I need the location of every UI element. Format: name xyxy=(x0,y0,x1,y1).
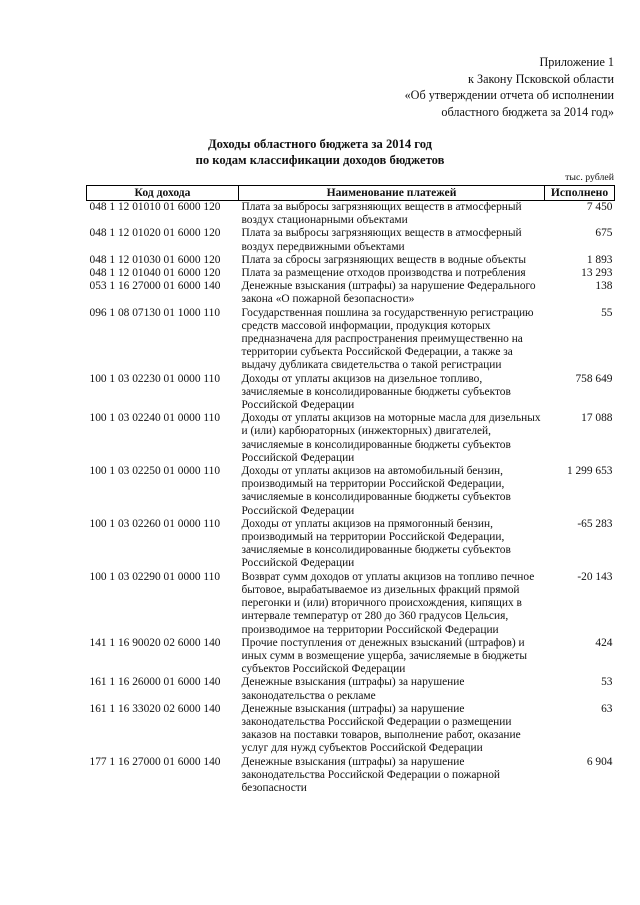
row-code: 100 1 03 02290 01 0000 110 xyxy=(89,570,221,583)
row-code: 048 1 12 01040 01 6000 120 xyxy=(89,267,221,280)
table-header xyxy=(87,186,615,201)
row-name: Плата за выбросы загрязняющих веществ в атмосферный воздух стационарными объектами xyxy=(241,201,522,227)
row-name: Возврат сумм доходов от уплаты акцизов на топливо печное бытовое, вырабатываемое из дизельных фракций прямой перегонки и (или) вторичного происхождения, кипящих в интервале температур от 280 до 360 градусов Цельсия, производимое на территории Российской Федерации xyxy=(241,570,535,636)
header-row xyxy=(87,186,615,201)
row-name: Денежные взыскания (штрафы) за нарушение законодательства Российской Федерации о пожарной безопасности xyxy=(241,755,500,794)
table-row xyxy=(87,373,615,413)
row-amount: 17 088 xyxy=(581,412,613,425)
units-label: тыс. рублей xyxy=(565,172,614,183)
header-amount: Исполнено xyxy=(545,186,615,201)
row-amount: 53 xyxy=(601,676,613,689)
appendix-line-3: «Об утверждении отчета об исполнении xyxy=(404,88,614,103)
row-name: Денежные взыскания (штрафы) за нарушение законодательства о рекламе xyxy=(241,676,465,702)
row-code: 161 1 16 26000 01 6000 140 xyxy=(89,676,221,689)
row-code: 100 1 03 02260 01 0000 110 xyxy=(89,517,221,530)
row-amount: 138 xyxy=(595,280,613,293)
row-amount: 13 293 xyxy=(581,267,613,280)
row-name: Доходы от уплаты акцизов на прямогонный бензин, производимый на территории Российской Федерации, зачисляемые в консолидированные бюджеты субъектов Российской Федерации xyxy=(241,517,511,570)
table-row xyxy=(87,254,615,267)
table-row xyxy=(87,280,615,306)
table-row xyxy=(87,227,615,253)
header-code: Код дохода xyxy=(87,186,239,201)
row-code: 096 1 08 07130 01 1000 110 xyxy=(89,306,221,319)
row-code: 053 1 16 27000 01 6000 140 xyxy=(89,280,221,293)
title-line-2: по кодам классификации доходов бюджетов xyxy=(195,153,445,167)
row-name: Денежные взыскания (штрафы) за нарушение Федерального закона «О пожарной безопасности» xyxy=(241,280,536,306)
table-row xyxy=(87,637,615,677)
table-row xyxy=(87,518,615,571)
row-name: Доходы от уплаты акцизов на моторные масла для дизельных и (или) карбюраторных (инжекторных) двигателей, зачисляемые в консолидированные бюджеты субъектов Российской Федерации xyxy=(241,412,541,464)
row-code: 048 1 12 01030 01 6000 120 xyxy=(89,253,221,266)
row-amount: 758 649 xyxy=(575,372,613,385)
appendix-line-4: областного бюджета за 2014 год» xyxy=(441,104,614,119)
table-body xyxy=(87,201,615,796)
table-row xyxy=(87,676,615,702)
row-amount: 55 xyxy=(601,306,613,319)
row-code: 100 1 03 02230 01 0000 110 xyxy=(89,372,221,385)
row-code: 177 1 16 27000 01 6000 140 xyxy=(89,755,221,768)
table-row xyxy=(87,307,615,373)
revenue-table xyxy=(86,185,615,795)
title-line-1: Доходы областного бюджета за 2014 год xyxy=(207,137,433,151)
row-name: Доходы от уплаты акцизов на автомобильный бензин, производимый на территории Российской Федерации, зачисляемые в консолидированные бюджеты субъектов Российской Федерации xyxy=(241,465,511,517)
table-row xyxy=(87,756,615,796)
row-amount: -20 143 xyxy=(577,570,613,583)
header-name: Наименование платежей xyxy=(239,186,545,201)
appendix-block xyxy=(314,54,614,120)
row-name: Плата за размещение отходов производства и потребления xyxy=(241,267,526,280)
appendix-line-2: к Закону Псковской области xyxy=(468,71,614,86)
row-code: 048 1 12 01010 01 6000 120 xyxy=(89,201,221,213)
row-amount: 1 893 xyxy=(586,253,613,266)
row-code: 100 1 03 02250 01 0000 110 xyxy=(89,465,221,478)
row-amount: 6 904 xyxy=(586,755,613,768)
table-row xyxy=(87,703,615,756)
row-name: Плата за выбросы загрязняющих веществ в атмосферный воздух передвижными объектами xyxy=(241,227,522,253)
row-amount: -65 283 xyxy=(577,517,613,530)
row-name: Прочие поступления от денежных взысканий (штрафов) и иных сумм в возмещение ущерба, зачисляемые в бюджеты субъектов Российской Федерации xyxy=(241,636,527,676)
table-row xyxy=(87,412,615,465)
row-amount: 675 xyxy=(595,227,613,240)
row-code: 141 1 16 90020 02 6000 140 xyxy=(89,636,221,649)
table-row xyxy=(87,465,615,518)
row-name: Государственная пошлина за государственную регистрацию средств массовой информации, продукция которых предназначена для распространения преимущественно на территории субъекта Российской Федерации, а также за выдачу дубликата свидетельства о такой регистрации xyxy=(241,306,534,372)
appendix-line-1: Приложение 1 xyxy=(539,55,614,69)
table-row xyxy=(87,267,615,280)
row-code: 048 1 12 01020 01 6000 120 xyxy=(89,227,221,240)
row-amount: 424 xyxy=(595,636,613,649)
row-amount: 7 450 xyxy=(586,201,613,213)
row-name: Плата за сбросы загрязняющих веществ в водные объекты xyxy=(241,253,526,266)
row-name: Доходы от уплаты акцизов на дизельное топливо, зачисляемые в консолидированные бюджеты субъектов Российской Федерации xyxy=(241,372,511,412)
row-code: 100 1 03 02240 01 0000 110 xyxy=(89,412,221,425)
table-row xyxy=(87,571,615,637)
row-amount: 1 299 653 xyxy=(566,465,613,478)
table-row xyxy=(87,201,615,228)
row-code: 161 1 16 33020 02 6000 140 xyxy=(89,702,221,715)
row-amount: 63 xyxy=(601,702,613,715)
document-title xyxy=(0,136,640,168)
row-name: Денежные взыскания (штрафы) за нарушение законодательства Российской Федерации о размещении заказов на поставки товаров, выполнение работ, оказание услуг для нужд субъектов Российской Федерации xyxy=(241,702,521,755)
